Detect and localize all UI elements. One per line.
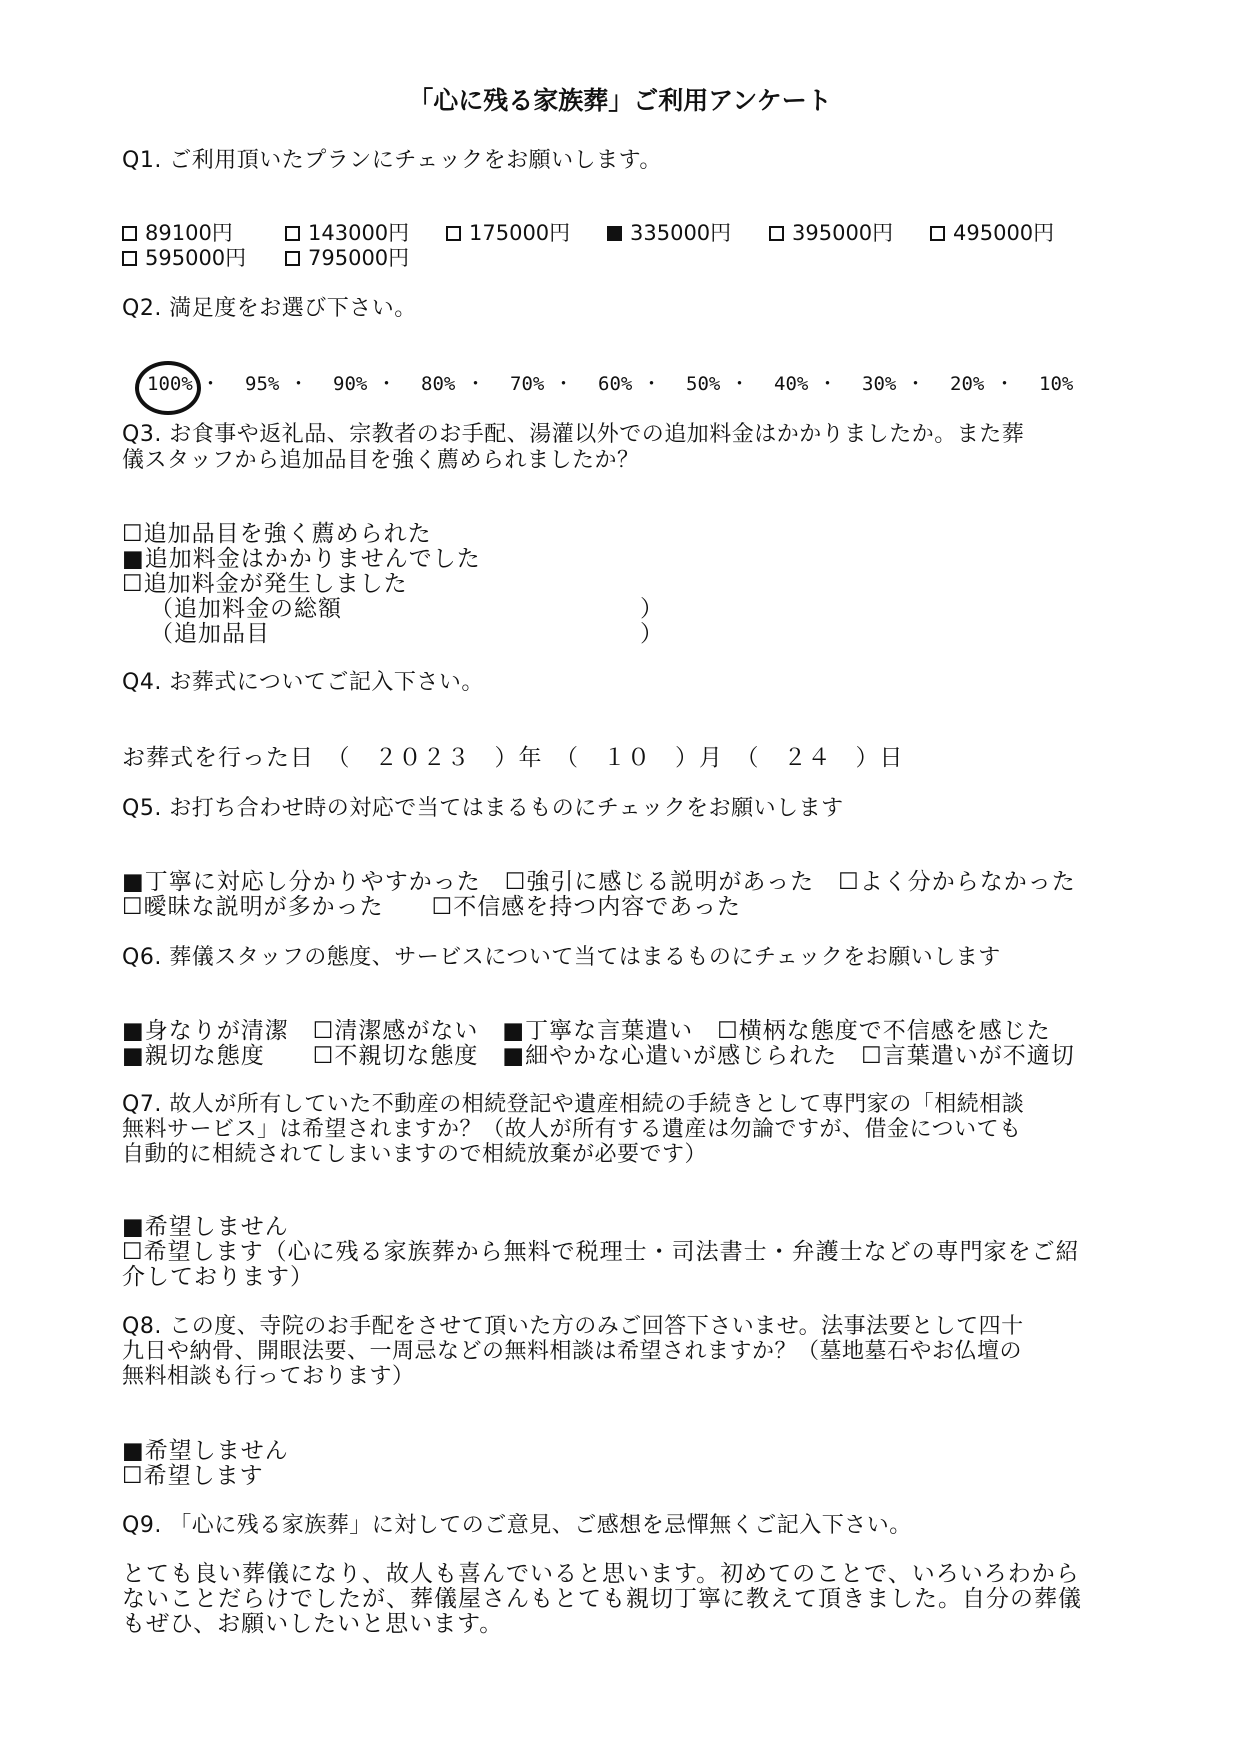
checked-box-icon[interactable]	[607, 226, 622, 241]
scale-separator: ・	[289, 373, 309, 395]
scale-separator: ・	[642, 373, 662, 395]
q5-answers-line2[interactable]: ☐曖昧な説明が多かった ☐不信感を持つ内容であった	[122, 894, 742, 920]
scale-separator: ・	[201, 373, 221, 395]
satisfaction-option[interactable]: 50%	[686, 373, 721, 395]
plan-option-label: 175000円	[469, 221, 571, 245]
checkbox-icon[interactable]	[930, 226, 945, 241]
q1-question: Q1. ご利用頂いたプランにチェックをお願いします。	[122, 148, 662, 173]
satisfaction-option[interactable]: 10%	[1039, 373, 1074, 395]
checkbox-icon[interactable]	[285, 226, 300, 241]
satisfaction-option[interactable]: 30%	[862, 373, 897, 395]
satisfaction-option[interactable]: 40%	[774, 373, 809, 395]
checkbox-icon[interactable]	[122, 226, 137, 241]
plan-option[interactable]	[285, 248, 409, 269]
scale-separator: ・	[995, 373, 1015, 395]
q9-comment-line3: もぜひ、お願いしたいと思います。	[122, 1611, 504, 1637]
checkbox-icon[interactable]	[446, 226, 461, 241]
plan-option-label: 89100円	[145, 221, 233, 245]
satisfaction-option[interactable]: 100%	[147, 373, 193, 395]
scale-separator: ・	[466, 373, 486, 395]
q7-answer-2-line1[interactable]: ☐希望します（心に残る家族葬から無料で税理士・司法書士・弁護士などの専門家をご紹	[122, 1239, 1080, 1265]
q3-answer-1[interactable]: ☐追加品目を強く薦められた	[122, 521, 432, 547]
scale-separator: ・	[377, 373, 397, 395]
q5-answers-line1[interactable]: ■丁寧に対応し分かりやすかった ☐強引に感じる説明があった ☐よく分からなかった	[122, 869, 1076, 895]
satisfaction-option[interactable]: 70%	[510, 373, 545, 395]
checkbox-icon[interactable]	[285, 251, 300, 266]
q2-question: Q2. 満足度をお選び下さい。	[122, 296, 417, 321]
checkbox-icon[interactable]	[769, 226, 784, 241]
q4-question: Q4. お葬式についてご記入下さい。	[122, 670, 484, 695]
q8-answer-1[interactable]: ■希望しません	[122, 1438, 289, 1464]
q7-question-line1: Q7. 故人が所有していた不動産の相続登記や遺産相続の手続きとして専門家の「相続相談	[122, 1092, 1025, 1117]
q3-detail-total: （追加料金の総額	[150, 596, 342, 622]
q4-funeral-date: お葬式を行った日 （ ２０２３ ）年 （ １０ ）月 （ ２４ ）日	[122, 745, 904, 771]
q9-question: Q9. 「心に残る家族葬」に対してのご意見、ご感想を忌憚無くご記入下さい。	[122, 1513, 912, 1538]
q8-answer-2[interactable]: ☐希望します	[122, 1463, 264, 1489]
plan-option-label: 595000円	[145, 246, 247, 270]
plan-option-label: 395000円	[792, 221, 894, 245]
q3-answer-2[interactable]: ■追加料金はかかりませんでした	[122, 546, 481, 572]
satisfaction-option[interactable]: 60%	[598, 373, 633, 395]
scale-separator: ・	[730, 373, 750, 395]
plan-option[interactable]	[122, 248, 246, 269]
q6-answers-line1[interactable]: ■身なりが清潔 ☐清潔感がない ■丁寧な言葉遣い ☐横柄な態度で不信感を感じた	[122, 1018, 1051, 1044]
plan-option[interactable]	[285, 223, 409, 244]
plan-option[interactable]	[930, 223, 1054, 244]
q3-question-line2: 儀スタッフから追加品目を強く薦められましたか？	[122, 448, 640, 473]
q7-question-line3: 自動的に相続されてしまいますので相続放棄が必要です）	[122, 1142, 708, 1167]
q9-comment-line1: とても良い葬儀になり、故人も喜んでいると思います。初めてのことで、いろいろわから	[122, 1561, 1080, 1587]
plan-option-label: 495000円	[953, 221, 1055, 245]
page-title: 「心に残る家族葬」ご利用アンケート	[408, 86, 832, 115]
scale-separator: ・	[906, 373, 926, 395]
q8-question-line1: Q8. この度、寺院のお手配をさせて頂いた方のみご回答下さいませ。法事法要として四十	[122, 1314, 1024, 1339]
q3-detail-items-close: ）	[640, 621, 664, 647]
q3-question-line1: Q3. お食事や返礼品、宗教者のお手配、湯灌以外での追加料金はかかりましたか。また葬	[122, 422, 1025, 447]
satisfaction-option[interactable]: 20%	[950, 373, 985, 395]
plan-option-label: 795000円	[308, 246, 410, 270]
scale-separator: ・	[818, 373, 838, 395]
q7-question-line2: 無料サービス」は希望されますか？（故人が所有する遺産は勿論ですが、借金についても	[122, 1117, 1022, 1142]
plan-option-label: 335000円	[630, 221, 732, 245]
q7-answer-1[interactable]: ■希望しません	[122, 1214, 289, 1240]
plan-option[interactable]	[122, 223, 233, 244]
q3-detail-total-close: ）	[640, 596, 664, 622]
q6-answers-line2[interactable]: ■親切な態度 ☐不親切な態度 ■細やかな心遣いが感じられた ☐言葉遣いが不適切	[122, 1043, 1075, 1069]
plan-option[interactable]	[769, 223, 893, 244]
plan-option[interactable]	[446, 223, 570, 244]
satisfaction-option[interactable]: 80%	[421, 373, 456, 395]
satisfaction-option[interactable]: 90%	[333, 373, 368, 395]
checkbox-icon[interactable]	[122, 251, 137, 266]
satisfaction-option[interactable]: 95%	[245, 373, 280, 395]
q6-question: Q6. 葬儀スタッフの態度、サービスについて当てはまるものにチェックをお願いします	[122, 945, 1001, 970]
q5-question: Q5. お打ち合わせ時の対応で当てはまるものにチェックをお願いします	[122, 796, 844, 821]
selection-circle	[135, 361, 201, 415]
scale-separator: ・	[554, 373, 574, 395]
q8-question-line2: 九日や納骨、開眼法要、一周忌などの無料相談は希望されますか？（墓地墓石やお仏壇の	[122, 1339, 1023, 1364]
q9-comment-line2: ないことだらけでしたが、葬儀屋さんもとても親切丁寧に教えて頂きました。自分の葬儀	[122, 1586, 1082, 1612]
q3-detail-items: （追加品目	[150, 621, 270, 647]
plan-option[interactable]	[607, 223, 731, 244]
q8-question-line3: 無料相談も行っております）	[122, 1364, 415, 1389]
q7-answer-2-line2: 介しております）	[122, 1264, 314, 1290]
q3-answer-3[interactable]: ☐追加料金が発生しました	[122, 571, 408, 597]
plan-option-label: 143000円	[308, 221, 410, 245]
